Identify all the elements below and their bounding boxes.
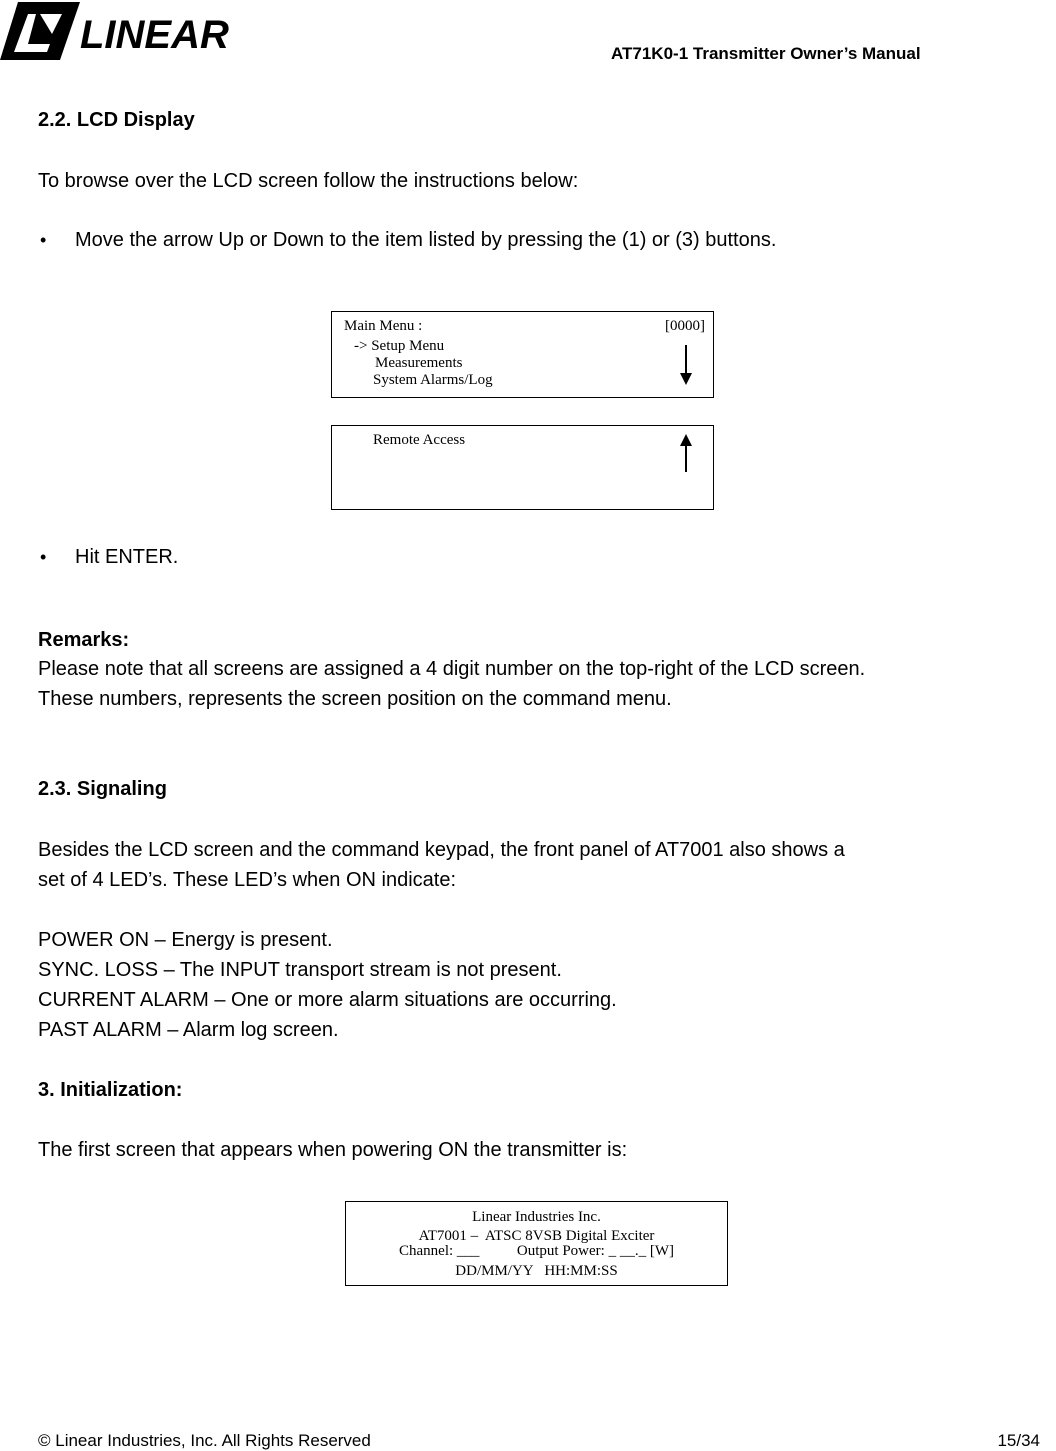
- led-sync-loss: SYNC. LOSS – The INPUT transport stream is not present.: [38, 959, 562, 981]
- lcd-menu-item-remote-access: Remote Access: [373, 432, 466, 448]
- led-power-on: POWER ON – Energy is present.: [38, 929, 333, 951]
- lcd-screen-remote-access: [331, 425, 714, 510]
- arrow-down-icon: [680, 345, 692, 385]
- remarks-heading: Remarks:: [38, 629, 130, 651]
- lcd-menu-item-measurements: Measurements: [375, 355, 463, 371]
- signaling-paragraph-line-1: Besides the LCD screen and the command keypad, the front panel of AT7001 also shows a: [38, 839, 845, 861]
- lcd-intro: To browse over the LCD screen follow the instructions below:: [38, 170, 579, 192]
- footer-page-number: 15/34: [997, 1431, 1040, 1450]
- bullet-hit-enter: Hit ENTER.: [75, 546, 179, 568]
- bullet-move-arrow: Move the arrow Up or Down to the item listed by pressing the (1) or (3) buttons.: [75, 229, 777, 251]
- manual-title: AT71K0-1 Transmitter Owner’s Manual: [611, 44, 921, 63]
- lcd-channel-power-line: Channel: ___ Output Power: _ __._ [W]: [399, 1243, 674, 1259]
- section-heading-initialization: 3. Initialization:: [38, 1079, 183, 1101]
- led-past-alarm: PAST ALARM – Alarm log screen.: [38, 1019, 339, 1041]
- section-heading-lcd: 2.2. LCD Display: [38, 109, 195, 131]
- section-heading-signaling: 2.3. Signaling: [38, 778, 167, 800]
- footer-copyright: © Linear Industries, Inc. All Rights Reserved: [38, 1431, 371, 1450]
- lcd-title: Main Menu :: [344, 318, 423, 334]
- logo-wordmark: LINEAR: [80, 13, 229, 57]
- led-current-alarm: CURRENT ALARM – One or more alarm situations are occurring.: [38, 989, 617, 1011]
- lcd-model-line: AT7001 – ATSC 8VSB Digital Exciter: [418, 1228, 655, 1244]
- lcd-screen-code: [0000]: [665, 318, 705, 334]
- remarks-line-1: Please note that all screens are assigned a 4 digit number on the top-right of the LCD screen.: [38, 658, 866, 680]
- arrow-up-icon: [680, 434, 692, 472]
- lcd-menu-item-setup: -> Setup Menu: [354, 338, 445, 354]
- signaling-paragraph-line-2: set of 4 LED’s. These LED’s when ON indicate:: [38, 869, 456, 891]
- lcd-screen-startup: [345, 1201, 728, 1286]
- lcd-menu-item-alarms: System Alarms/Log: [373, 372, 493, 388]
- linear-logo: [0, 0, 229, 64]
- bullet-icon: •: [40, 547, 47, 567]
- bullet-icon: •: [40, 230, 47, 250]
- lcd-screen-main-menu: [331, 311, 714, 398]
- lcd-company-name: Linear Industries Inc.: [472, 1209, 601, 1225]
- initialization-intro: The first screen that appears when powering ON the transmitter is:: [38, 1139, 628, 1161]
- remarks-line-2: These numbers, represents the screen position on the command menu.: [38, 688, 672, 710]
- lcd-date-time-line: DD/MM/YY HH:MM:SS: [455, 1263, 618, 1279]
